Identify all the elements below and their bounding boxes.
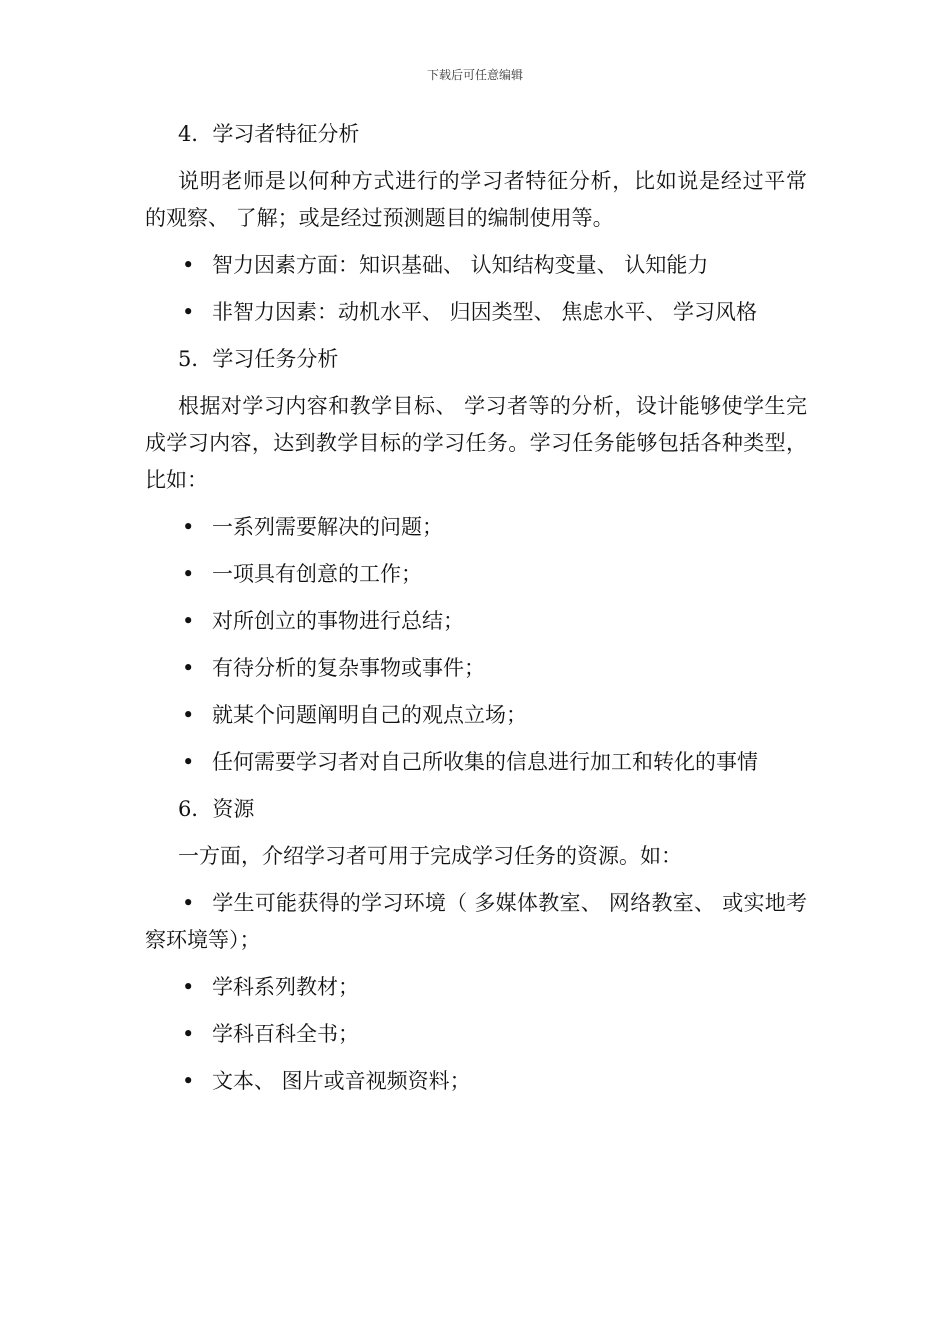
bullet-item: [145, 247, 807, 284]
bullet-item: [145, 603, 807, 640]
section-heading-5: 5．学习任务分析: [178, 347, 339, 371]
bullet-icon: •: [182, 703, 195, 727]
bullet-text: 有待分析的复杂事物或事件；: [212, 656, 485, 680]
bullet-item: [145, 1016, 807, 1053]
bullet-item: [145, 744, 807, 781]
bullet-icon: •: [182, 1069, 195, 1093]
bullet-icon: •: [182, 1022, 195, 1046]
bullet-icon: •: [182, 656, 195, 680]
bullet-icon: •: [182, 300, 195, 324]
bullet-item: [145, 885, 807, 959]
section-heading-6: 6．资源: [178, 797, 255, 821]
bullet-text: 一项具有创意的工作；: [212, 562, 422, 586]
section-paragraph-6: 一方面，介绍学习者可用于完成学习任务的资源。如：: [178, 844, 682, 868]
bullet-icon: •: [182, 975, 195, 999]
section-heading-4: 4．学习者特征分析: [178, 122, 360, 146]
bullet-item: [145, 650, 807, 687]
section-paragraph-4: 说明老师是以何种方式进行的学习者特征分析，比如说是经过平常的观察、 了解；或是经过预测题目的编制使用等。: [145, 169, 807, 230]
bullet-icon: •: [182, 562, 195, 586]
bullet-icon: •: [182, 253, 195, 277]
bullet-icon: •: [182, 515, 195, 539]
bullet-text: 一系列需要解决的问题；: [212, 515, 443, 539]
bullet-icon: •: [182, 891, 195, 915]
bullet-text: 就某个问题阐明自己的观点立场；: [212, 703, 527, 727]
bullet-text: 对所创立的事物进行总结；: [212, 609, 464, 633]
bullet-icon: •: [182, 750, 195, 774]
bullet-item: [145, 1063, 807, 1100]
bullet-icon: •: [182, 609, 195, 633]
bullet-item: [145, 697, 807, 734]
bullet-text: 任何需要学习者对自己所收集的信息进行加工和转化的事情: [212, 750, 758, 774]
bullet-item: [145, 969, 807, 1006]
bullet-item: [145, 556, 807, 593]
bullet-item: [145, 509, 807, 546]
bullet-text: 学生可能获得的学习环境（ 多媒体教室、 网络教室、 或实地考察环境等）；: [145, 891, 807, 952]
bullet-item: [145, 294, 807, 331]
section-paragraph-5: 根据对学习内容和教学目标、 学习者等的分析，设计能够使学生完成学习内容，达到教学目标的学习任务。学习任务能够包括各种类型，比如：: [145, 394, 807, 492]
header-note: 下载后可任意编辑: [426, 68, 523, 82]
document-body: [145, 116, 807, 1110]
bullet-text: 学科系列教材；: [212, 975, 359, 999]
bullet-text: 智力因素方面：知识基础、 认知结构变量、 认知能力: [212, 253, 709, 277]
bullet-text: 文本、 图片或音视频资料；: [212, 1069, 471, 1093]
bullet-text: 学科百科全书；: [212, 1022, 359, 1046]
bullet-text: 非智力因素：动机水平、 归因类型、 焦虑水平、 学习风格: [212, 300, 758, 324]
